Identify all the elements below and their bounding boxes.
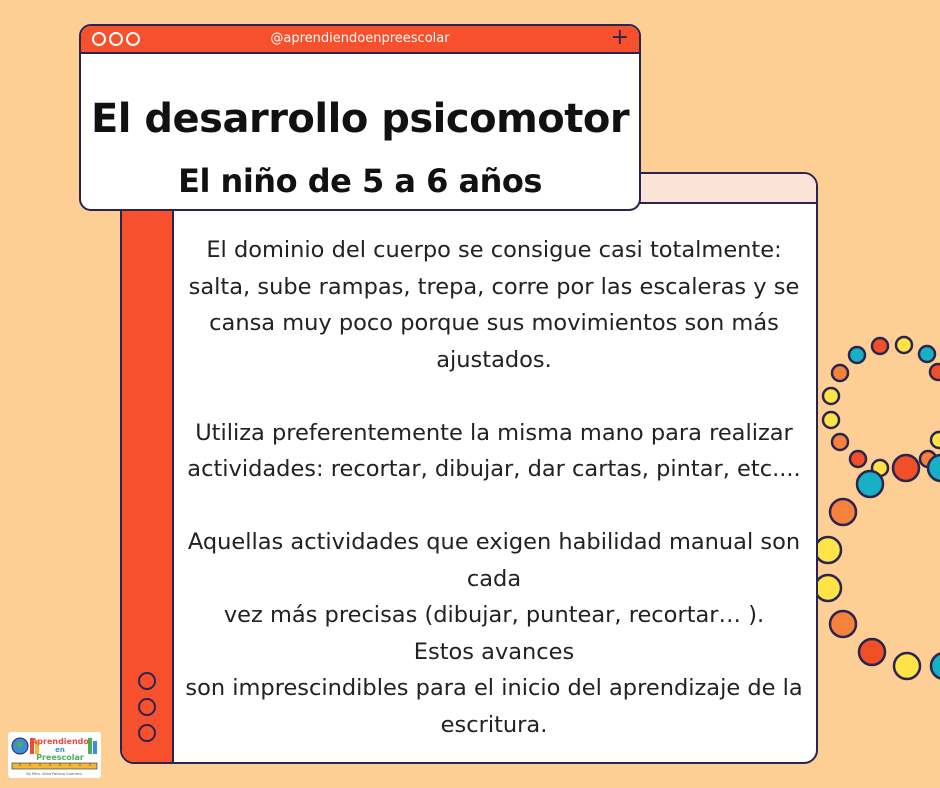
bead (859, 639, 885, 665)
bead (823, 388, 839, 404)
content-card (120, 172, 818, 764)
bead (919, 346, 935, 362)
bead (931, 653, 940, 679)
paragraph-3-line: escritura. (440, 711, 548, 738)
bead (849, 347, 865, 363)
page-subtitle: El niño de 5 a 6 años (178, 162, 542, 200)
content-card-sidebar (122, 174, 174, 762)
plus-icon: + (610, 25, 629, 50)
paragraph-2-line: Utiliza preferentemente la misma mano para realizar (195, 419, 793, 446)
sidebar-circle-icon (138, 698, 156, 716)
bead (832, 365, 848, 381)
bead (894, 653, 920, 679)
bead (896, 337, 912, 353)
bead (931, 432, 940, 448)
bead (830, 611, 856, 637)
social-handle: @aprendiendoenpreescolar (270, 31, 450, 46)
page-title: El desarrollo psicomotor (90, 96, 630, 142)
paragraph-3-line: cada (466, 565, 522, 592)
paragraph-1-line: salta, sube rampas, trepa, corre por las escaleras y se (188, 273, 800, 300)
paragraph-3-line: son imprescindibles para el inicio del aprendizaje de la (185, 675, 803, 701)
logo-credit: By Mtra. Alma Patricia Guerrero (26, 772, 82, 776)
paragraph-3-line: Aquellas actividades que exigen habilidad manual son (187, 529, 801, 555)
body-text (178, 232, 810, 743)
bead (830, 499, 856, 525)
window-title-bar (81, 26, 639, 54)
bead (850, 451, 866, 467)
logo-text: Preescolar (36, 753, 84, 762)
bead (815, 575, 841, 601)
bead (893, 455, 919, 481)
bead (815, 537, 841, 563)
bead (872, 338, 888, 354)
paragraph-1-line: El dominio del cuerpo se consigue casi totalmente: (206, 237, 782, 263)
bead (823, 412, 839, 428)
sidebar-circle-icon (138, 724, 156, 742)
sidebar-circle-icon (138, 672, 156, 690)
paragraph-1-line: cansa muy poco porque sus movimientos son más (209, 310, 779, 336)
logo-text: en (55, 746, 65, 754)
brand-logo (8, 732, 101, 778)
paragraph-3-line: Estos avances (413, 638, 575, 665)
paragraph-3-line: vez más precisas (dibujar, puntear, recortar… ). (223, 602, 765, 628)
bead (930, 364, 940, 380)
title-window (79, 24, 641, 211)
paragraph-1-line: ajustados. (436, 346, 552, 373)
bead (832, 434, 848, 450)
bead (857, 471, 883, 497)
logo-text: Aprendiendo (31, 737, 89, 746)
paragraph-2-line: actividades: recortar, dibujar, dar cartas, pintar, etc.... (187, 456, 801, 482)
